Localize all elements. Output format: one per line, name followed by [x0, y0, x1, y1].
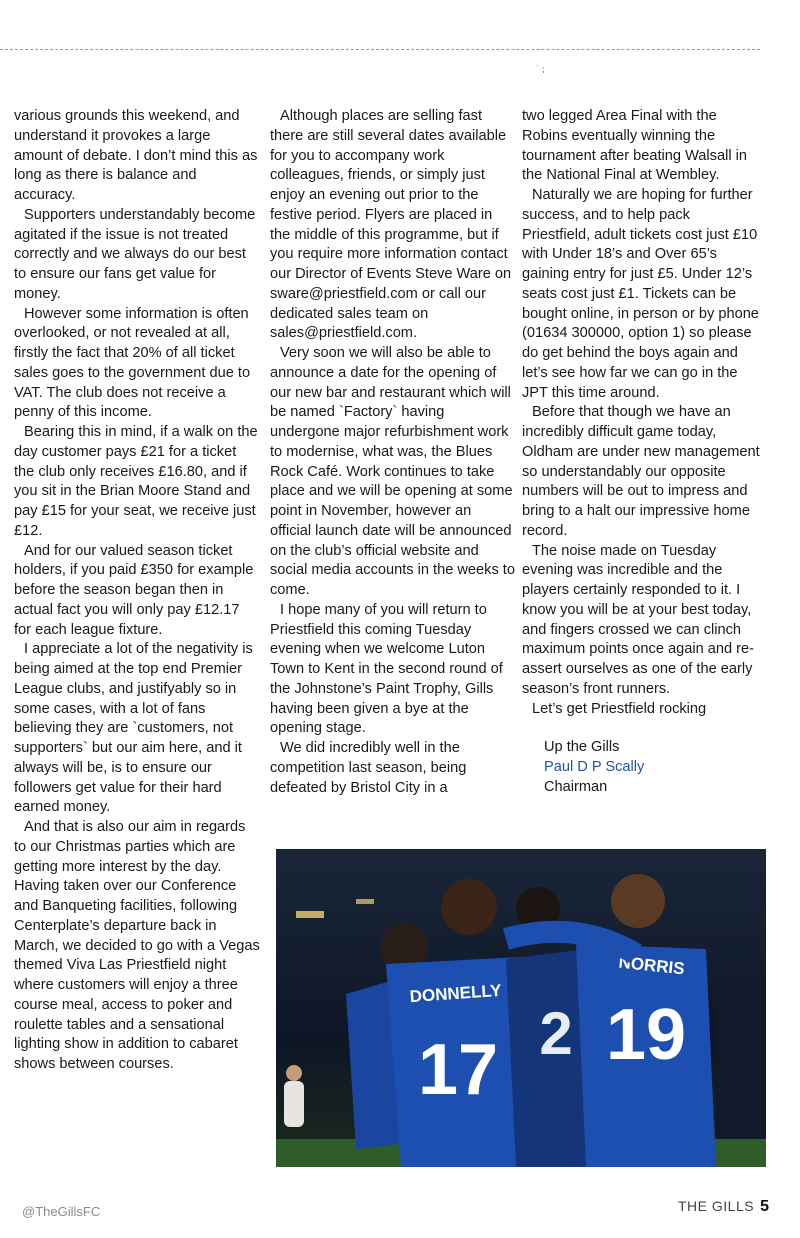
shirt-number-mid: 2	[539, 1000, 573, 1067]
author-role: Chairman	[544, 778, 608, 795]
sign-off: Up the Gills	[544, 739, 620, 756]
paragraph: Bearing this in mind, if a walk on the day customer pays £21 for a ticket the club only receives £16.80, and if you sit in the Brian Moore Stand and pay £15 for your seat, we receive just £12.	[14, 424, 258, 539]
column-3	[522, 107, 762, 798]
page-number: 5	[760, 1198, 770, 1215]
player-head	[441, 879, 497, 935]
paragraph: And for our valued season ticket holders, if you paid £350 for example before the season began then in actual fact you will only pay £12.17 for each league fixture.	[14, 542, 254, 638]
shirt-name-right: NORRIS	[617, 952, 686, 979]
paragraph: various grounds this weekend, and understand it provokes a large amount of debate. I don’t mind this as long as there is balance and accuracy.	[14, 108, 258, 203]
paragraph: Before that though we have an incredibly difficult game today, Oldham are under new management so understandably our opposite numbers will be out to impress and bring to a halt our impressive home record.	[522, 404, 760, 539]
paragraph: I hope many of you will return to Priestfield this coming Tuesday evening when we welcome Luton Town to Kent in the second round of the Johnstone’s Paint Trophy, Gills having been given a bye at the opening stage.	[270, 601, 503, 737]
paragraph: I appreciate a lot of the negativity is being aimed at the top end Premier League clubs, and justifyably so in some cases, with a lot of fans believing they are `customers, not supporters` but our aim here, and it always will be, is to ensure our followers get value for their hard earned money.	[14, 641, 253, 816]
floodlight	[296, 911, 324, 918]
shirt-number-left: 17	[417, 1030, 499, 1110]
paragraph: And that is also our aim in regards to our Christmas parties which are getting more interest by the day. Having taken over our Conference and Banqueting facilities, following Centerplate’s departure back in March, we decided to go with a Vegas themed Viva Las Priestfield night where customers will enjoy a three course meal, access to poker and roulette tables and a sensational lighting show in addition to cabaret shows between courses.	[14, 819, 260, 1072]
opponent-head	[286, 1065, 302, 1081]
paragraph: Supporters understandably become agitated if the issue is not treated correctly and we always do our best to ensure our fans get value for money.	[14, 206, 256, 302]
player-head	[611, 874, 665, 928]
photo-illustration	[276, 849, 766, 1167]
page-footer	[678, 1198, 770, 1216]
paragraph: We did incredibly well in the competition last season, being defeated by Bristol City in a	[270, 740, 467, 796]
paragraph: Although places are selling fast there are still several dates available for you to accompany work colleagues, friends, or simply just enjoy an evening out prior to the festive period. Flyers are placed in the middle of this programme, but if you require more information contact our Director of Events Steve Ware on sware@priestfield.com or call our dedicated sales team on sales@priestfield.com.	[270, 108, 512, 342]
paragraph: two legged Area Final with the Robins eventually winning the tournament after beating Walsall in the National Final at Wembley.	[522, 108, 747, 184]
shirt-name-left: DONNELLY	[409, 980, 503, 1007]
paragraph: The noise made on Tuesday evening was incredible and the players certainly responded to it. I know you will be at your best today, and fingers crossed we can clinch maximum points once again and re-assert ourselves as one of the early season’s front runners.	[522, 542, 754, 697]
paragraph: Naturally we are hoping for further success, and to help pack Priestfield, adult tickets cost just £10 with Under 18’s and Over 65’s gaining entry for just £5. Under 12’s seats cost just £1. Tickets can be bought online, in person or by phone (01634 300000, option 1) so please do get behind the boys again and let’s see how far we can go in the JPT this time around.	[522, 187, 759, 401]
column-1	[14, 107, 260, 1075]
paragraph: However some information is often overlooked, or not revealed at all, firstly the fact that 20% of all ticket sales goes to the government due to VAT. The club does not receive a penny of this income.	[14, 305, 251, 421]
print-specks: ˙ ⁏	[536, 64, 545, 74]
team-celebration-photo	[276, 849, 766, 1167]
column-2	[270, 107, 516, 798]
dugout	[716, 999, 766, 1139]
floodlight	[356, 899, 374, 904]
author-name: Paul D P Scally	[544, 759, 645, 775]
shirt-number-right: 19	[605, 995, 687, 1075]
publication-name: THE GILLS	[678, 1198, 755, 1214]
paragraph: Let’s get Priestfield rocking	[532, 700, 707, 717]
paragraph: Very soon we will also be able to announce a date for the opening of our new bar and restaurant which will be named `Factory` having undergone major refurbishment work to modernise, what was, the Blues Rock Café. Work continues to take place and we will be opening at some point in November, however an official launch date will be announced on the club’s official website and social media accounts in the weeks to come.	[270, 345, 515, 598]
opponent-player	[284, 1081, 304, 1127]
top-rule	[0, 49, 760, 50]
social-handle: @TheGillsFC	[22, 1204, 101, 1219]
